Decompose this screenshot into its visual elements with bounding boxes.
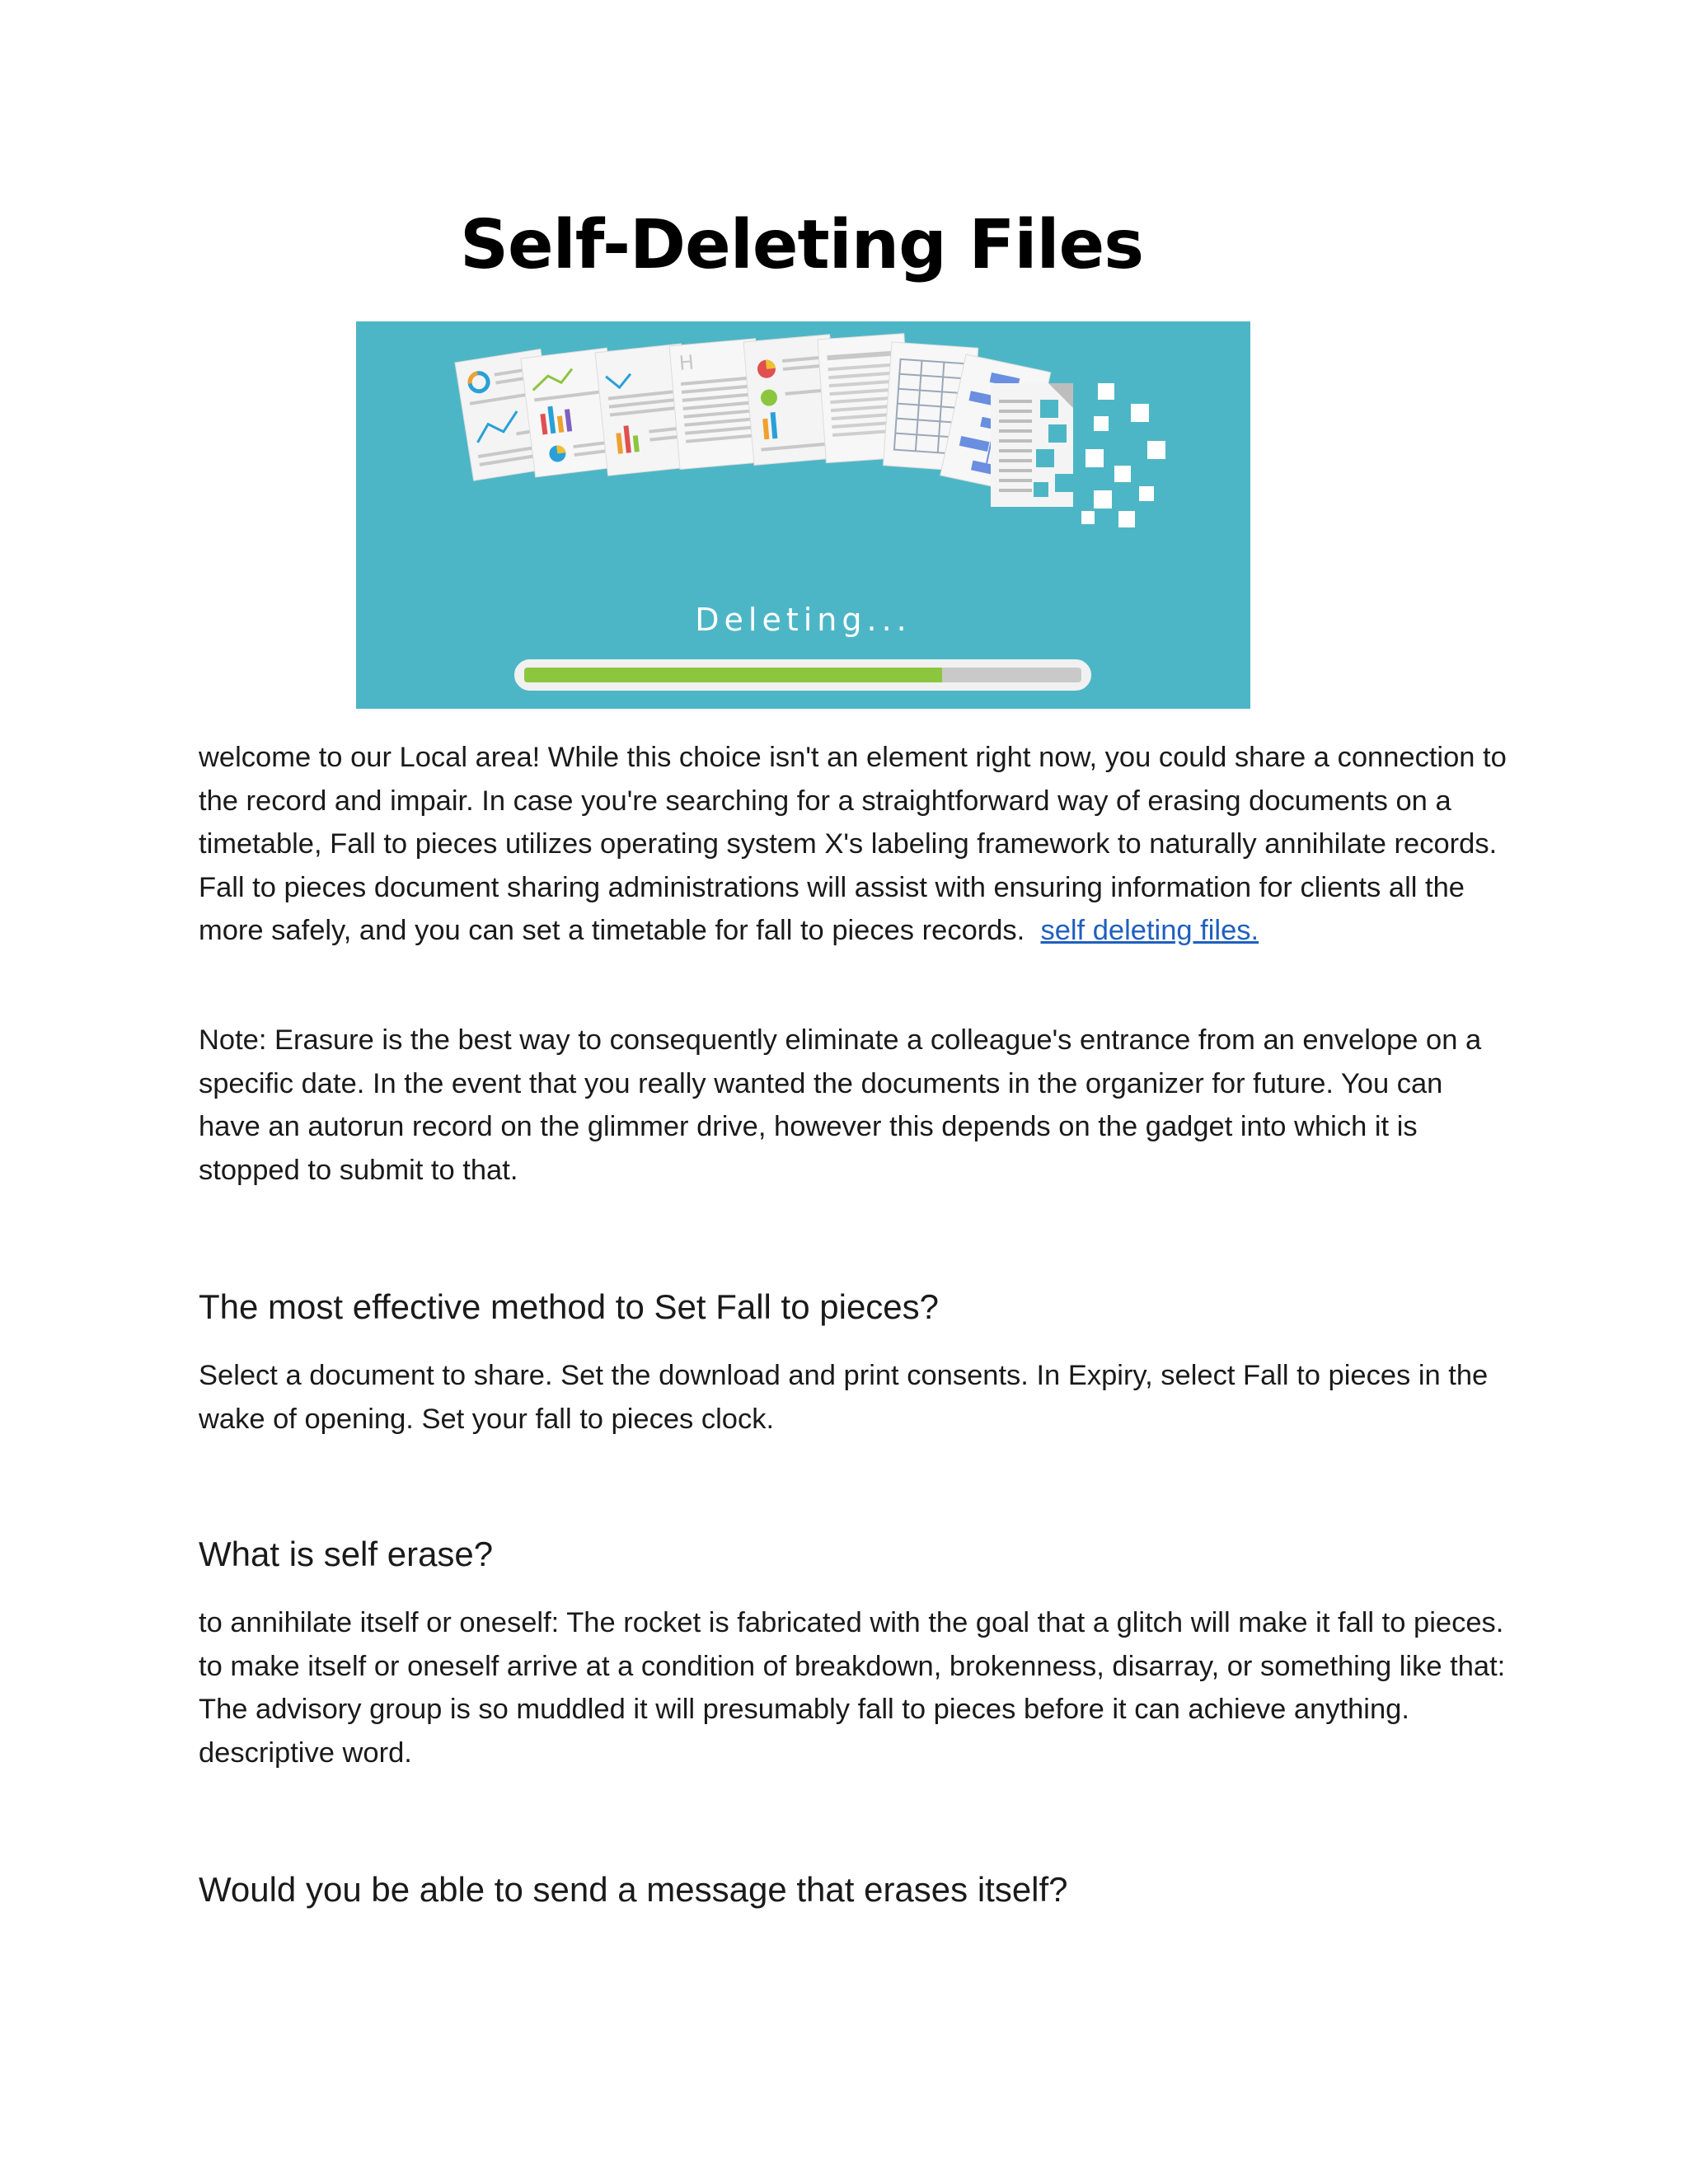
section-heading-self-erase: What is self erase? [199,1535,494,1573]
note-paragraph [199,1019,1509,1192]
self-deleting-files-link[interactable]: self deleting files. [1040,915,1259,946]
section-set-fall-to-pieces-text [199,1354,1509,1441]
section-self-erase-text [199,1601,1509,1774]
note-text: Note: Erasure is the best way to consequently eliminate a colleague's entrance from an envelope on a specific date. In the event that you really wanted the documents in the organizer for future. You can have an autorun record on the glimmer drive, however this depends on the gadget into which it is stopped to submit to that. [199,1024,1482,1186]
section-text: to annihilate itself or oneself: The rocket is fabricated with the goal that a glitch will make it fall to pieces. to make itself or oneself arrive at a condition of breakdown, brokenness, disarray, or something like that: The advisory group is so muddled it will presumably fall to pieces before it can achieve anything. descriptive word. [199,1607,1506,1769]
section-heading-send-message: Would you be able to send a message that erases itself? [199,1870,1068,1909]
section-heading-set-fall-to-pieces: The most effective method to Set Fall to pieces? [199,1287,940,1326]
flying-documents-illustration [356,321,1250,709]
intro-paragraph [199,736,1509,953]
svg-text:H: H [678,350,696,375]
progress-fill [524,668,942,682]
section-text: Select a document to share. Set the download and print consents. In Expiry, select Fall to pieces in the wake of opening. Set your fall to pieces clock. [199,1360,1489,1435]
banner-image [356,321,1250,709]
progress-track [524,668,1081,682]
progress-bar [514,659,1091,691]
deleting-status-text: Deleting... [695,602,912,638]
intro-text: welcome to our Local area! While this choice isn't an element right now, you could share a connection to the record and impair. In case you're searching for a straightforward way of erasing documents on a timetable, Fall to pieces utilizes operating system X's labeling framework to naturally annihilate records. Fall to pieces document sharing administrations will assist with ensuring information for clients all the more safely, and you can set a timetable for fall to pieces records. [199,742,1507,946]
page-title: Self-Deleting Files [460,206,1144,284]
